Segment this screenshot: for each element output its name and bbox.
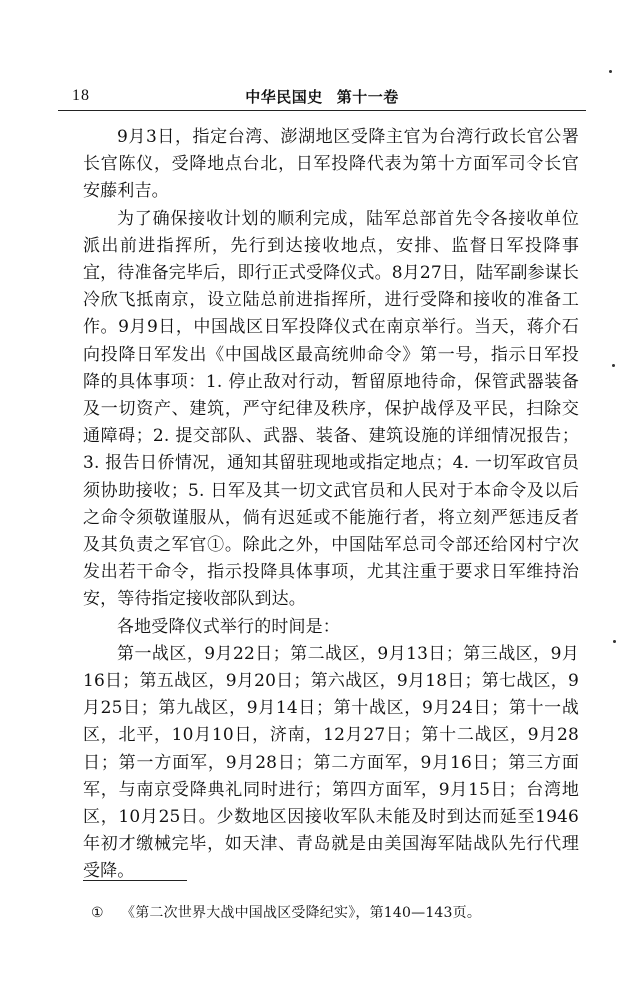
scan-speck <box>609 70 612 73</box>
paragraph: 第一战区，9月22日；第二战区，9月13日；第三战区，9月16日；第五战区，9月20日；第六战区，9月18日；第七战区，9月25日；第九战区，9月14日；第十战区，9月24日；第十一战区，北平，10月10日，济南，12月27日；第十二战区，9月28日；第一方面军，9月28日；第二方面军，9月16日；第三方面军，与南京受降典礼同时进行；第四方面军，9月15日；台湾地区，10月25日。少数地区因接收军队未能及时到达而延至1946年初才缴械完毕，如天津、青岛就是由美国海军陆战队先行代理受降。 <box>83 643 579 882</box>
scan-speck <box>612 364 615 367</box>
page-header <box>58 86 586 111</box>
body-text <box>83 124 579 886</box>
footnote <box>91 903 571 923</box>
scan-speck <box>613 640 616 643</box>
paragraph: 各地受降仪式举行的时间是： <box>117 616 340 637</box>
footnote-divider <box>83 880 187 881</box>
footnote-marker: ① <box>91 905 104 921</box>
volume-label: 第十一卷 <box>336 88 399 106</box>
paragraph: 9月3日，指定台湾、澎湖地区受降主官为台湾行政长官公署长官陈仪，受降地点台北，日军投降代表为第十方面军司令长官安藤利吉。 <box>83 127 579 202</box>
page-number: 18 <box>72 87 90 104</box>
paragraph: 为了确保接收计划的顺利完成，陆军总部首先令各接收单位派出前进指挥所，先行到达接收地点，安排、监督日军投降事宜，待准备完毕后，即行正式受降仪式。8月27日，陆军副参谋长冷欣飞抵南京，设立陆总前进指挥所，进行受降和接收的准备工作。9月9日，中国战区日军投降仪式在南京举行。当天，蒋介石向投降日军发出《中国战区最高统帅命令》第一号，指示日军投降的具体事项：1. 停止敌对行动，暂留原地待命，保管武器装备及一切资产、建筑，严守纪律及秩序，保护战俘及平民，扫除交通障碍；2. 提交部队、武器、装备、建筑设施的详细情况报告；3. 报告日侨情况，通知其留驻现地或指定地点；4. 一切军政官员须协助接收；5. 日军及其一切文武官员和人民对于本命令及以后之命令须敬谨服从，倘有迟延或不能施行者，将立刻严惩违反者及其负责之军官①。除此之外，中国陆军总司令部还给冈村宁次发出若干命令，指示投降具体事项，尤其注重于要求日军维持治安，等待指定接收部队到达。 <box>83 208 579 610</box>
running-head <box>58 86 586 107</box>
book-title: 中华民国史 <box>245 88 323 106</box>
footnote-text: 《第二次世界大战中国战区受降纪实》，第140—143页。 <box>121 905 482 921</box>
